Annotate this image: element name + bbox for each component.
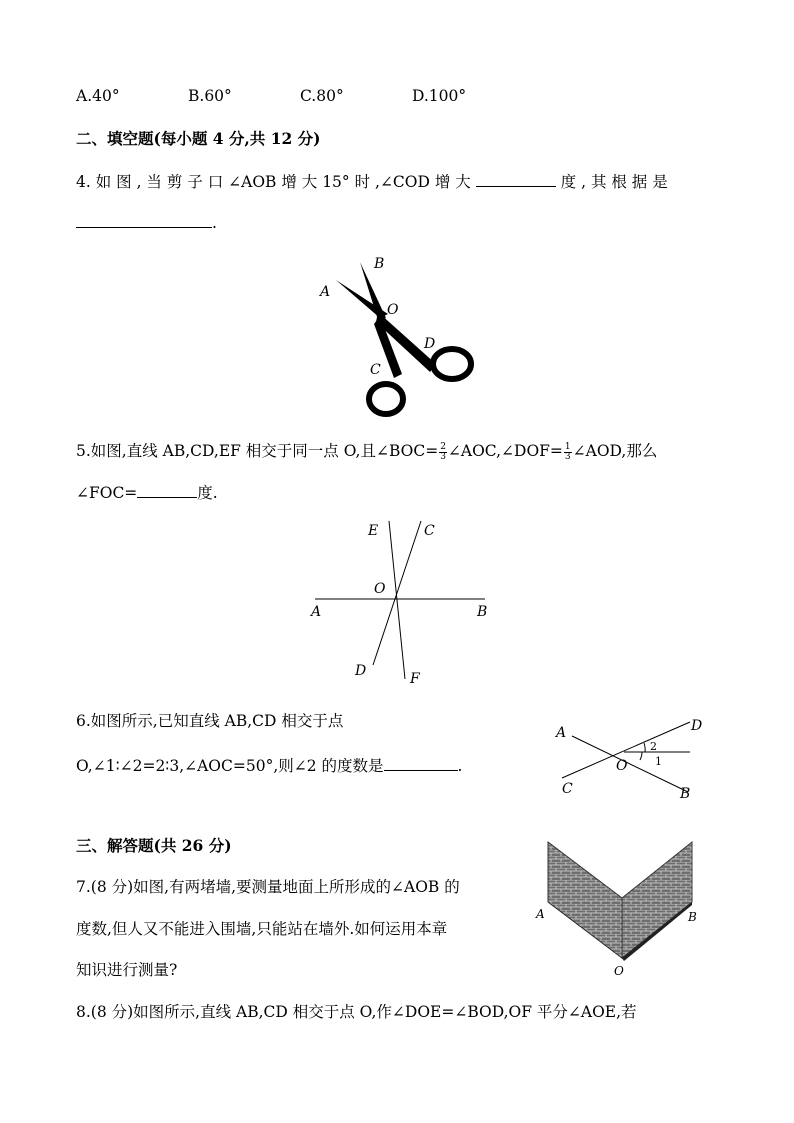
q6-line-1: 6.如图所示,已知直线 AB,CD 相交于点 [76, 712, 344, 730]
fig6-label-d: D [691, 718, 703, 734]
q7-line-1: 7.(8 分)如图,有两堵墙,要测量地面上所形成的∠AOB 的 [76, 878, 460, 896]
q5-text-pre: 5.如图,直线 AB,CD,EF 相交于同一点 O,且∠BOC= [76, 442, 439, 460]
q4-blank-1[interactable] [476, 171, 556, 187]
section-2-title: 二、填空题(每小题 4 分,共 12 分) [76, 129, 321, 148]
fig5-label-d: D [355, 663, 367, 679]
q4-blank-2[interactable] [76, 212, 212, 228]
q6-line-2 [76, 755, 462, 776]
option-b: B.60° [188, 87, 232, 105]
fig7-label-o: O [614, 964, 624, 978]
q7-line-3: 知识进行测量? [76, 961, 178, 979]
q4-text-post: 度 , 其 根 据 是 [560, 173, 668, 191]
option-d: D.100° [412, 87, 467, 105]
fig7-label-a: A [536, 907, 545, 921]
fig6-label-b: B [680, 786, 691, 802]
fig5-label-c: C [424, 523, 435, 539]
q5-fraction-2: $\frac{1}{3}$ [564, 441, 571, 462]
scissors-ring-d [433, 349, 471, 379]
q7-line-2: 度数,但人又不能进入围墙,只能站在墙外.如何运用本章 [76, 920, 448, 938]
q5-fraction-1: $\frac{2}{3}$ [440, 441, 446, 462]
section-3-title: 三、解答题(共 26 分) [76, 836, 232, 855]
q5-line2-pre: ∠FOC= [76, 484, 138, 502]
scissors-ring-c [369, 384, 403, 414]
left-wall [548, 842, 622, 958]
fig5-label-a: A [311, 604, 322, 620]
line-ef [389, 521, 405, 679]
fig5-label-b: B [477, 604, 488, 620]
right-wall [622, 842, 692, 958]
fig5-label-o: O [374, 581, 386, 597]
fig6-label-c: C [562, 781, 573, 797]
q8-line-1: 8.(8 分)如图所示,直线 AB,CD 相交于点 O,作∠DOE=∠BOD,OF 平分∠AOE,若 [76, 1003, 637, 1021]
fig4-label-b: B [374, 256, 385, 272]
q5-line-2 [76, 482, 218, 503]
q5-blank[interactable] [137, 482, 197, 498]
q5-line2-post: 度. [197, 484, 218, 502]
option-a: A.40° [76, 87, 120, 105]
fig5-label-f: F [410, 671, 420, 687]
line-ab [572, 736, 688, 792]
q4-text-pre: 4. 如 图 , 当 剪 子 口 ∠AOB 增 大 15° 时 ,∠COD 增 大 [76, 173, 471, 191]
fig6-label-a: A [556, 725, 567, 741]
three-lines-figure [305, 515, 505, 690]
fig4-label-d: D [424, 336, 436, 352]
brick-walls-figure [534, 832, 714, 982]
fig4-label-c: C [370, 362, 381, 378]
q4-line-2-end: . [212, 214, 217, 232]
angle-1-arc [640, 752, 642, 760]
fig7-label-b: B [688, 910, 697, 924]
q5-text-post: ∠AOD,那么 [572, 442, 658, 460]
q4-line-2 [76, 212, 217, 233]
q4-line-1 [76, 171, 668, 192]
fig4-label-a: A [320, 284, 331, 300]
q5-text-mid: ∠AOC,∠DOF= [447, 442, 563, 460]
q6-line2-pre: O,∠1∶∠2=2∶3,∠AOC=50°,则∠2 的度数是 [76, 757, 384, 775]
q6-blank[interactable] [384, 755, 458, 771]
scissors-figure [310, 248, 500, 423]
q5-line-1 [76, 441, 657, 462]
fig4-label-o: O [387, 302, 399, 318]
q6-line2-post: . [457, 757, 463, 775]
fig5-label-e: E [368, 523, 379, 539]
fig6-label-o: O [616, 758, 628, 774]
fig6-label-2: 2 [650, 740, 657, 753]
fig6-label-1: 1 [655, 755, 662, 768]
angle-2-arc [644, 743, 645, 752]
option-c: C.80° [300, 87, 344, 105]
intersecting-lines-figure [548, 712, 718, 807]
